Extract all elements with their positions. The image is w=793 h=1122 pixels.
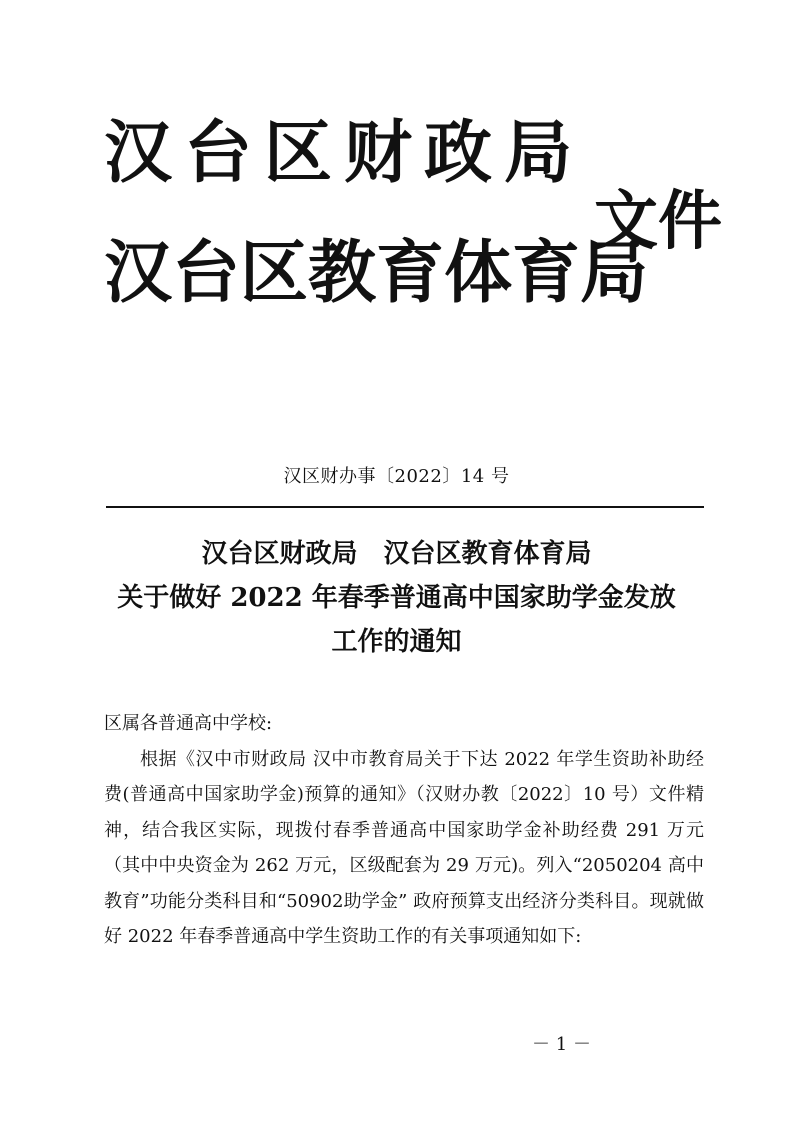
document-body	[104, 706, 704, 955]
document-type-label: 文件	[594, 185, 722, 259]
body-paragraph: 根据《汉中市财政局 汉中市教育局关于下达 2022 年学生资助补助经费(普通高中国家助学金)预算的通知》（汉财办教〔2022〕10 号）文件精神，结合我区实际，现拨付春季普通高中国家助学金补助经费 291 万元（其中中央资金为 262 万元，区级配套为 29 万元)。列入“2050204 高中教育”功能分类科目和“50902助学金” 政府预算支出经济分类科目。现就做好 2022 年春季普通高中学生资助工作的有关事项通知如下:	[104, 748, 704, 947]
issuer-education-sports-bureau: 汉台区教育体育局	[104, 234, 649, 313]
title-line-3: 工作的通知	[331, 627, 462, 657]
document-title	[90, 532, 703, 664]
red-header	[0, 0, 793, 400]
title-line-2: 关于做好 2022 年春季普通高中国家助学金发放	[117, 583, 676, 613]
title-line-1: 汉台区财政局 汉台区教育体育局	[201, 539, 592, 569]
salutation: 区属各普通高中学校:	[104, 713, 273, 734]
page-number: － 1 －	[532, 1034, 591, 1055]
header-divider	[106, 506, 704, 508]
document-number: 汉区财办事〔2022〕14 号	[283, 466, 510, 487]
issuer-finance-bureau: 汉台区财政局	[104, 114, 585, 193]
